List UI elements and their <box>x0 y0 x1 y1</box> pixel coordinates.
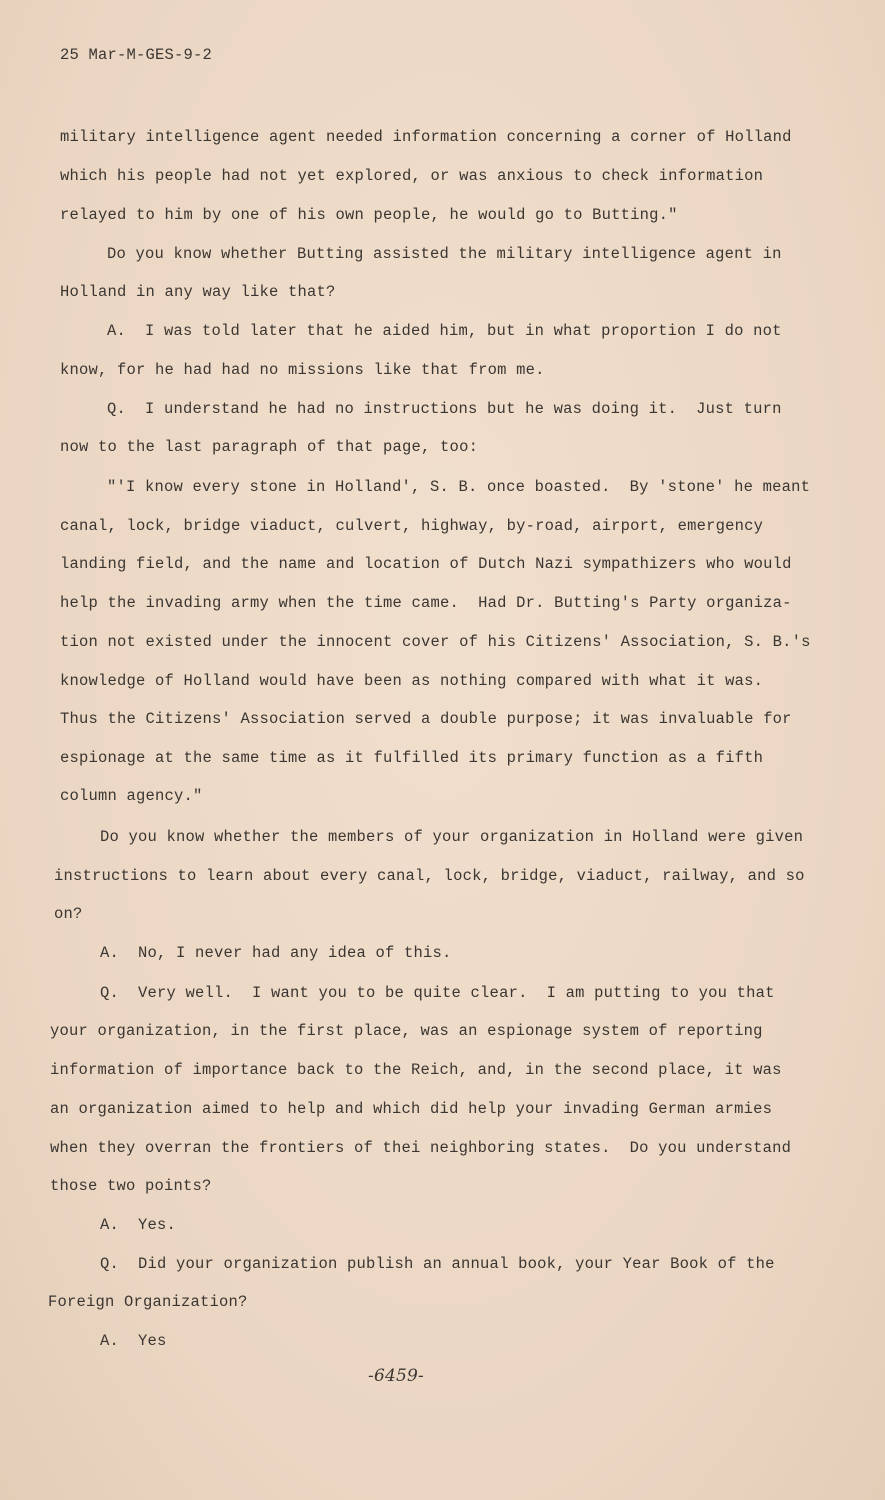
text-line: your organization, in the first place, was an espionage system of reporting <box>50 1022 763 1040</box>
text-line: on? <box>54 905 83 923</box>
document-header: 25 Mar-M-GES-9-2 <box>60 46 213 64</box>
text-line: know, for he had had no missions like that from me. <box>60 361 545 379</box>
text-line: instructions to learn about every canal, lock, bridge, viaduct, railway, and so <box>54 867 805 885</box>
text-line: information of importance back to the Reich, and, in the second place, it was <box>50 1061 782 1079</box>
text-line: help the invading army when the time came. Had Dr. Butting's Party organiza- <box>60 594 792 612</box>
text-line: Foreign Organization? <box>48 1293 248 1311</box>
text-line: espionage at the same time as it fulfilled its primary function as a fifth <box>60 749 764 767</box>
text-line: those two points? <box>50 1177 212 1195</box>
text-line: canal, lock, bridge viaduct, culvert, highway, by-road, airport, emergency <box>60 517 764 535</box>
text-line: "'I know every stone in Holland', S. B. once boasted. By 'stone' he meant <box>107 478 811 496</box>
text-line: A. I was told later that he aided him, but in what proportion I do not <box>107 322 782 340</box>
text-line: Q. Did your organization publish an annual book, your Year Book of the <box>100 1255 775 1273</box>
text-line: which his people had not yet explored, or was anxious to check information <box>60 167 764 185</box>
text-line: relayed to him by one of his own people, he would go to Butting." <box>60 206 678 224</box>
text-line: column agency." <box>60 787 203 805</box>
text-line: knowledge of Holland would have been as nothing compared with what it was. <box>60 672 764 690</box>
text-line: tion not existed under the innocent cover of his Citizens' Association, S. B.'s <box>60 633 811 651</box>
text-line: now to the last paragraph of that page, too: <box>60 438 479 456</box>
text-line: A. Yes <box>100 1332 167 1350</box>
text-line: A. Yes. <box>100 1216 177 1234</box>
text-line: Q. Very well. I want you to be quite clear. I am putting to you that <box>100 984 775 1002</box>
text-line: Thus the Citizens' Association served a double purpose; it was invaluable for <box>60 710 792 728</box>
text-line: Do you know whether Butting assisted the military intelligence agent in <box>107 245 782 263</box>
text-line: A. No, I never had any idea of this. <box>100 944 452 962</box>
text-line: an organization aimed to help and which did help your invading German armies <box>50 1100 773 1118</box>
text-line: when they overran the frontiers of thei neighboring states. Do you understand <box>50 1139 792 1157</box>
text-line: Q. I understand he had no instructions but he was doing it. Just turn <box>107 400 782 418</box>
text-line: Holland in any way like that? <box>60 283 336 301</box>
page-number: -6459- <box>368 1366 424 1386</box>
text-line: landing field, and the name and location of Dutch Nazi sympathizers who would <box>60 555 792 573</box>
text-line: Do you know whether the members of your organization in Holland were given <box>100 828 804 846</box>
text-line: military intelligence agent needed information concerning a corner of Holland <box>60 128 792 146</box>
